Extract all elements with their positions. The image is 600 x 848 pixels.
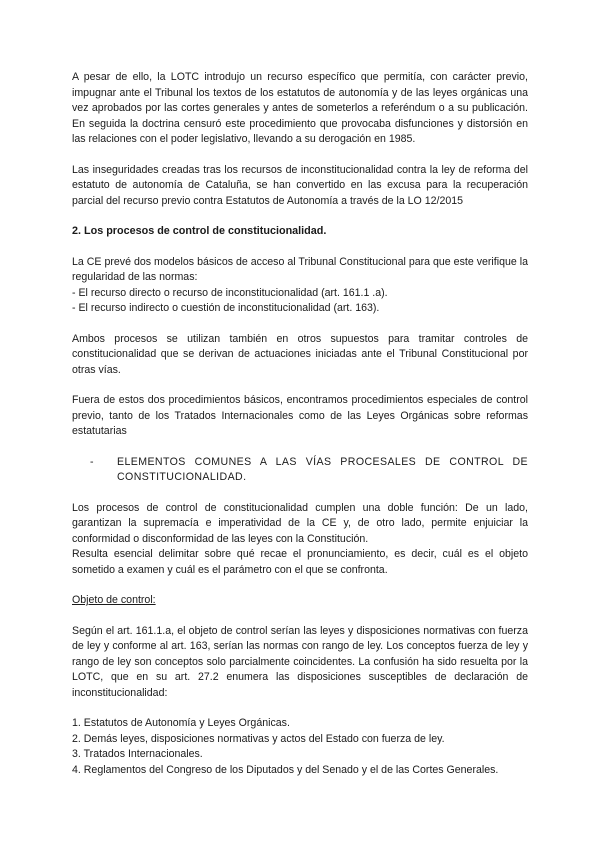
paragraph-objeto-parametro: Resulta esencial delimitar sobre qué recae el pronunciamiento, es decir, cuál es el objeto sometido a examen y cuál es el parámetro con el que se confronta.: [72, 548, 528, 576]
dash-marker: -: [90, 455, 94, 468]
numbered-list: [72, 716, 528, 778]
list-item: 2. Demás leyes, disposiciones normativas y actos del Estado con fuerza de ley.: [72, 732, 445, 745]
paragraph-control-previo: Fuera de estos dos procedimientos básicos, encontramos procedimientos especiales de control previo, tanto de los Tratados Internacionales como de las Leyes Orgánicas sobre reformas estatutarias: [72, 394, 528, 437]
paragraph-lotc-recurso-previo: A pesar de ello, la LOTC introdujo un recurso específico que permitía, con carácter previo, impugnar ante el Tribunal los textos de los estatutos de autonomía y de las leyes orgánicas una vez aprobados por las cortes generales y antes de someterlos a referéndum o a su publicación. En seguida la doctrina censuró este procedimiento que provocaba disfunciones y distorsión en las relaciones con el poder legislativo, llevando a su derogación en 1985.: [72, 71, 528, 145]
dash-list-item-text: ELEMENTOS COMUNES A LAS VÍAS PROCESALES DE CONTROL DE CONSTITUCIONALIDAD.: [117, 455, 528, 483]
subheading-objeto-control: Objeto de control:: [72, 594, 156, 606]
paragraph-doble-funcion: Los procesos de control de constitucionalidad cumplen una doble función: De un lado, garantizan la supremacía e imperatividad de la CE y, de otro lado, permite enjuiciar la conformidad o disconformidad de las leyes con la Constitución.: [72, 501, 528, 545]
section-heading: 2. Los procesos de control de constitucionalidad.: [72, 225, 327, 237]
paragraph-inseguridades: Las inseguridades creadas tras los recursos de inconstitucionalidad contra la ley de reforma del estatuto de autonomía de Cataluña, se han convertido en las excusa para la recuperación parcial del recurso previo contra Estatutos de Autonomía a través de la LO 12/2015: [72, 163, 528, 207]
paragraph-art-161: Según el art. 161.1.a, el objeto de control serían las leyes y disposiciones normativas con fuerza de ley y conforme al art. 163, serían las normas con rango de ley. Los conceptos fuerza de ley y rango de ley son conceptos solo parcialmente coincidentes. La confusión ha sido resuelta por la LOTC, que en su art. 27.2 enumera las disposiciones susceptibles de declaración de inconstitucionalidad:: [72, 624, 528, 699]
dash-list-item: [72, 455, 528, 486]
paragraph-modelos-basicos: La CE prevé dos modelos básicos de acceso al Tribunal Constitucional para que este verifique la regularidad de las normas:: [72, 255, 528, 283]
paragraph-recurso-indirecto: - El recurso indirecto o cuestión de inconstitucionalidad (art. 163).: [72, 302, 380, 314]
list-item: 4. Reglamentos del Congreso de los Diputados y del Senado y el de las Cortes Generales.: [72, 763, 499, 776]
paragraph-recurso-directo: - El recurso directo o recurso de inconstitucionalidad (art. 161.1 .a).: [72, 286, 388, 299]
list-item: 3. Tratados Internacionales.: [72, 748, 203, 760]
paragraph-ambos-procesos: Ambos procesos se utilizan también en otros supuestos para tramitar controles de constitucionalidad que se derivan de actuaciones iniciadas ante el Tribunal Constitucional por otras vías.: [72, 332, 528, 376]
list-item: 1. Estatutos de Autonomía y Leyes Orgánicas.: [72, 717, 290, 729]
